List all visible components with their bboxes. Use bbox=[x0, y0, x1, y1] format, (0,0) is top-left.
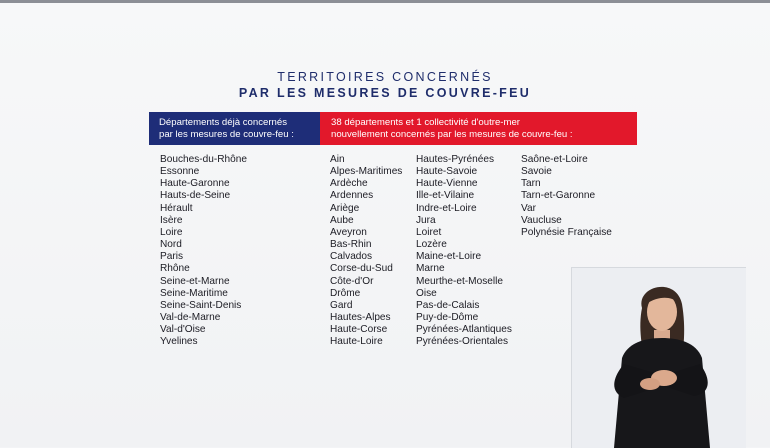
territory-item: Oise bbox=[416, 287, 437, 299]
header-red-line2: nouvellement concernés par les mesures de couvre-feu : bbox=[331, 128, 573, 140]
territory-item: Meurthe-et-Moselle bbox=[416, 275, 503, 287]
territory-item: Loire bbox=[160, 226, 183, 238]
territory-item: Ardennes bbox=[330, 190, 374, 202]
territory-item: Haute-Corse bbox=[330, 324, 388, 336]
territory-item: Indre-et-Loire bbox=[416, 202, 477, 214]
list-new-column-3 bbox=[521, 154, 612, 239]
territory-item: Vaucluse bbox=[521, 214, 562, 226]
sign-language-interpreter-video bbox=[571, 267, 746, 448]
territory-item: Hérault bbox=[160, 202, 193, 214]
territory-item: Bas-Rhin bbox=[330, 239, 372, 251]
territory-item: Val-de-Marne bbox=[160, 312, 221, 324]
territory-item: Val-d'Oise bbox=[160, 324, 206, 336]
territory-item: Essonne bbox=[160, 166, 200, 178]
territory-item: Maine-et-Loire bbox=[416, 251, 482, 263]
territory-item: Yvelines bbox=[160, 336, 198, 348]
territory-item: Rhône bbox=[160, 263, 190, 275]
territory-item: Haute-Vienne bbox=[416, 178, 478, 190]
territory-item: Polynésie Française bbox=[521, 226, 612, 238]
territory-item: Isère bbox=[160, 214, 183, 226]
territory-item: Ain bbox=[330, 154, 345, 165]
territory-item: Hautes-Alpes bbox=[330, 312, 391, 324]
interpreter-figure bbox=[572, 268, 746, 448]
list-new-column-2 bbox=[416, 154, 512, 349]
territory-item: Tarn-et-Garonne bbox=[521, 190, 596, 202]
territory-item: Ardèche bbox=[330, 178, 368, 190]
territory-item: Saône-et-Loire bbox=[521, 154, 588, 165]
header-newly-concerned bbox=[320, 112, 637, 145]
territory-item: Haute-Savoie bbox=[416, 166, 478, 178]
territory-item: Seine-Maritime bbox=[160, 287, 228, 299]
territory-item: Seine-et-Marne bbox=[160, 275, 230, 287]
territory-item: Ille-et-Vilaine bbox=[416, 190, 475, 202]
territory-item: Lozère bbox=[416, 239, 447, 251]
territory-item: Bouches-du-Rhône bbox=[160, 154, 247, 165]
territory-item: Gard bbox=[330, 299, 353, 311]
header-blue-line2: par les mesures de couvre-feu : bbox=[159, 128, 294, 140]
territory-item: Hautes-Pyrénées bbox=[416, 154, 494, 165]
territory-item: Hauts-de-Seine bbox=[160, 190, 231, 202]
territory-item: Alpes-Maritimes bbox=[330, 166, 403, 178]
territory-item: Var bbox=[521, 202, 536, 214]
header-red-line1: 38 départements et 1 collectivité d'outre-mer bbox=[331, 117, 521, 128]
territory-item: Paris bbox=[160, 251, 183, 263]
slide-subtitle: PAR LES MESURES DE COUVRE-FEU bbox=[238, 86, 532, 100]
territory-item: Pas-de-Calais bbox=[416, 299, 480, 311]
territory-item: Pyrénées-Atlantiques bbox=[416, 324, 512, 336]
territory-item: Marne bbox=[416, 263, 445, 275]
list-already-concerned bbox=[160, 154, 247, 349]
territory-item: Savoie bbox=[521, 166, 552, 178]
territory-item: Aube bbox=[330, 214, 354, 226]
slide-title: TERRITOIRES CONCERNÉS bbox=[277, 70, 493, 84]
territory-item: Haute-Loire bbox=[330, 336, 383, 348]
territory-item: Puy-de-Dôme bbox=[416, 312, 479, 324]
territory-item: Ariège bbox=[330, 202, 360, 214]
territory-item: Nord bbox=[160, 239, 182, 251]
list-new-column-1 bbox=[330, 154, 402, 349]
territory-item: Loiret bbox=[416, 226, 442, 238]
territory-item: Corse-du-Sud bbox=[330, 263, 393, 275]
territory-item: Côte-d'Or bbox=[330, 275, 374, 287]
header-blue-line1: Départements déjà concernés bbox=[159, 117, 287, 128]
territory-item: Jura bbox=[416, 214, 436, 226]
territory-item: Pyrénées-Orientales bbox=[416, 336, 509, 348]
territory-item: Haute-Garonne bbox=[160, 178, 230, 190]
territory-item: Calvados bbox=[330, 251, 373, 263]
territory-item: Drôme bbox=[330, 287, 361, 299]
header-already-concerned bbox=[149, 112, 320, 145]
territory-item: Seine-Saint-Denis bbox=[160, 299, 242, 311]
territory-item: Tarn bbox=[521, 178, 541, 190]
territory-item: Aveyron bbox=[330, 226, 367, 238]
